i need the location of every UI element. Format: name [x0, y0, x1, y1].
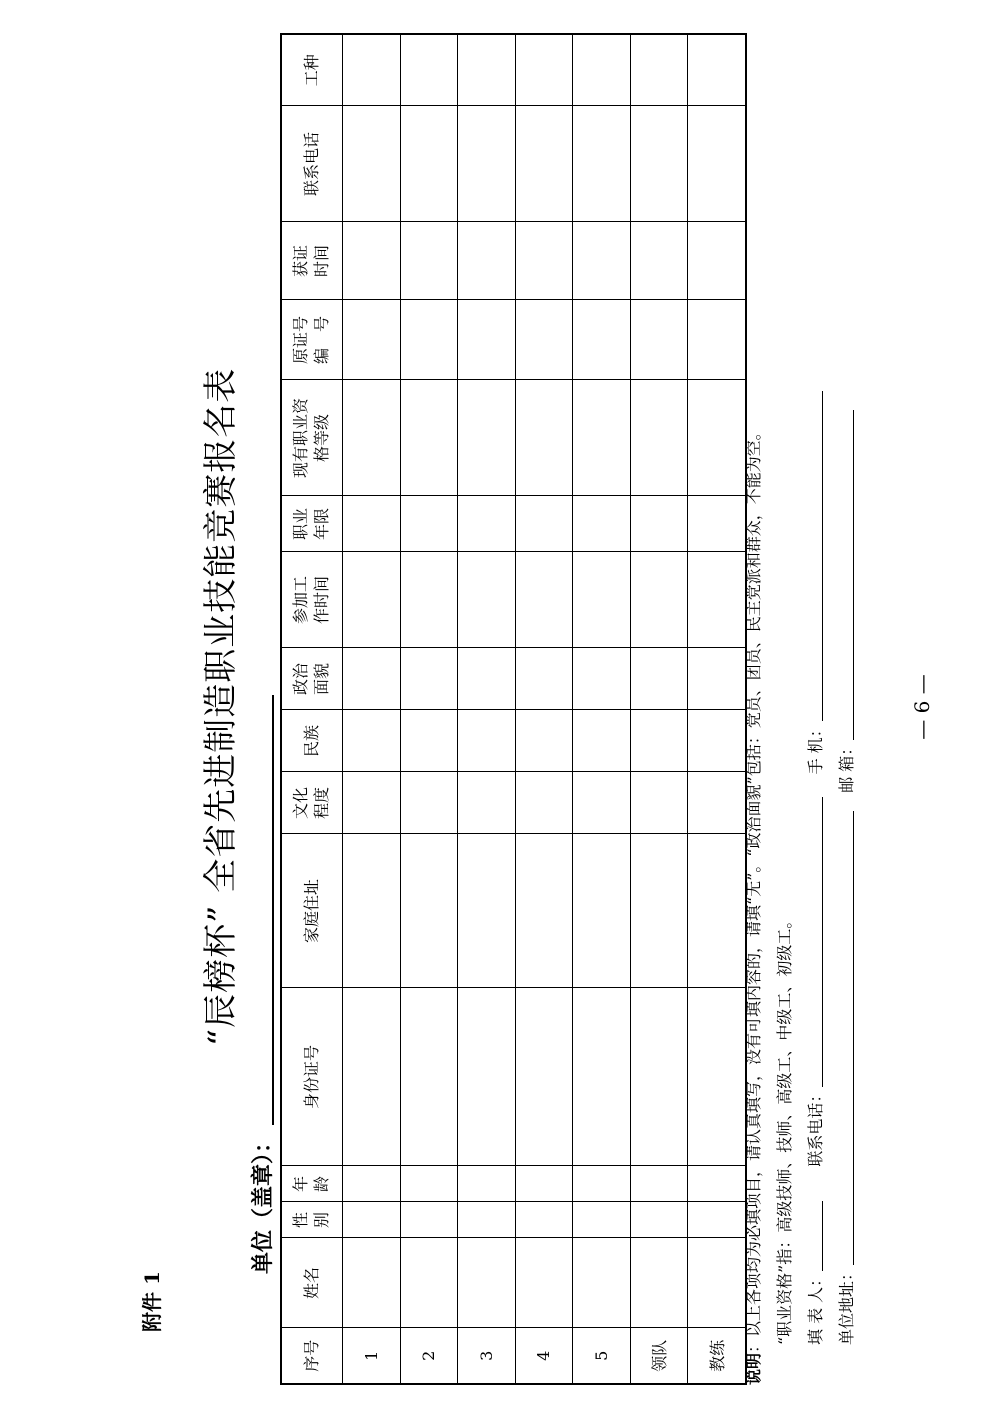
table-row	[458, 34, 516, 1384]
row-label: 1	[343, 1328, 401, 1384]
row-label: 2	[400, 1328, 458, 1384]
table-cell[interactable]	[343, 988, 401, 1166]
table-cell[interactable]	[573, 710, 631, 772]
table-cell[interactable]	[630, 988, 688, 1166]
table-cell[interactable]	[515, 1202, 573, 1238]
table-cell[interactable]	[688, 988, 746, 1166]
table-cell[interactable]	[458, 772, 516, 834]
table-cell[interactable]	[515, 552, 573, 648]
table-cell[interactable]	[400, 648, 458, 710]
table-cell[interactable]	[400, 300, 458, 380]
email-label: 邮 箱：	[837, 739, 856, 793]
table-cell[interactable]	[630, 106, 688, 222]
table-cell[interactable]	[630, 34, 688, 106]
table-row	[630, 34, 688, 1384]
column-header: 现有职业资 格等级	[281, 380, 343, 496]
table-cell[interactable]	[515, 648, 573, 710]
address-row	[831, 391, 862, 1385]
note-text-1: ：以上各项均为必填项目，请认真填写，没有可填内容的，请填“无”。“政治面貌”包括：党员、团员、民主党派和群众，不能为空。	[744, 424, 763, 1353]
table-cell[interactable]	[630, 648, 688, 710]
table-cell[interactable]	[515, 106, 573, 222]
table-cell[interactable]	[630, 1202, 688, 1238]
table-cell[interactable]	[458, 106, 516, 222]
table-cell[interactable]	[630, 772, 688, 834]
table-cell[interactable]	[343, 772, 401, 834]
table-cell[interactable]	[630, 1166, 688, 1202]
table-cell[interactable]	[573, 988, 631, 1166]
table-cell[interactable]	[343, 496, 401, 552]
table-cell[interactable]	[400, 380, 458, 496]
table-cell[interactable]	[688, 1166, 746, 1202]
table-cell[interactable]	[630, 222, 688, 300]
registration-table	[280, 33, 747, 1385]
table-row	[515, 34, 573, 1384]
table-cell[interactable]	[688, 222, 746, 300]
attachment-label: 附件 1	[140, 1271, 164, 1332]
table-row	[400, 34, 458, 1384]
phone-input-line[interactable]	[822, 797, 823, 1087]
table-cell[interactable]	[688, 834, 746, 988]
table-cell[interactable]	[688, 300, 746, 380]
note-line-1	[738, 391, 769, 1385]
table-cell[interactable]	[688, 380, 746, 496]
table-cell[interactable]	[400, 106, 458, 222]
row-label: 4	[515, 1328, 573, 1384]
table-cell[interactable]	[688, 772, 746, 834]
column-header: 政治 面貌	[281, 648, 343, 710]
form-title: “辰榜杯” 全省先进制造职业技能竞赛报名表	[201, 367, 241, 1047]
address-label: 单位地址：	[837, 1264, 856, 1345]
notes-label: 说明	[744, 1352, 763, 1385]
table-cell[interactable]	[515, 496, 573, 552]
row-label: 教练	[688, 1328, 746, 1384]
table-cell[interactable]	[573, 380, 631, 496]
table-cell[interactable]	[400, 834, 458, 988]
row-label: 3	[458, 1328, 516, 1384]
table-cell[interactable]	[400, 1238, 458, 1328]
table-cell[interactable]	[630, 552, 688, 648]
row-label: 5	[573, 1328, 631, 1384]
table-cell[interactable]	[630, 300, 688, 380]
table-cell[interactable]	[400, 1166, 458, 1202]
table-cell[interactable]	[458, 988, 516, 1166]
table-cell[interactable]	[515, 380, 573, 496]
address-input-line[interactable]	[853, 811, 854, 1265]
table-cell[interactable]	[688, 648, 746, 710]
table-cell[interactable]	[630, 1238, 688, 1328]
phone-label: 联系电话：	[806, 1086, 825, 1167]
table-cell[interactable]	[343, 222, 401, 300]
page-number: — 6 —	[910, 674, 934, 740]
unit-stamp-row	[246, 695, 277, 1274]
table-cell[interactable]	[458, 222, 516, 300]
table-cell[interactable]	[515, 1166, 573, 1202]
table-cell[interactable]	[688, 34, 746, 106]
filler-label: 填 表 人：	[806, 1270, 825, 1345]
table-cell[interactable]	[400, 552, 458, 648]
table-cell[interactable]	[573, 834, 631, 988]
mobile-input-line[interactable]	[822, 391, 823, 721]
column-header: 序号	[281, 1328, 343, 1384]
table-cell[interactable]	[400, 988, 458, 1166]
table-cell[interactable]	[343, 710, 401, 772]
table-cell[interactable]	[458, 710, 516, 772]
table-cell[interactable]	[343, 300, 401, 380]
table-cell[interactable]	[400, 772, 458, 834]
table-cell[interactable]	[573, 552, 631, 648]
mobile-label: 手 机：	[806, 721, 825, 775]
filler-input-line[interactable]	[822, 1201, 823, 1271]
table-cell[interactable]	[515, 772, 573, 834]
column-header: 获证 时间	[281, 222, 343, 300]
table-cell[interactable]	[573, 772, 631, 834]
column-header: 家庭住址	[281, 834, 343, 988]
table-row	[343, 34, 401, 1384]
table-cell[interactable]	[573, 34, 631, 106]
column-header: 联系电话	[281, 106, 343, 222]
table-cell[interactable]	[400, 34, 458, 106]
table-cell[interactable]	[458, 1166, 516, 1202]
unit-label: 单位（盖章）：	[250, 1130, 276, 1274]
column-header: 民族	[281, 710, 343, 772]
table-cell[interactable]	[573, 648, 631, 710]
table-cell[interactable]	[458, 1238, 516, 1328]
table-cell[interactable]	[343, 106, 401, 222]
table-cell[interactable]	[400, 222, 458, 300]
table-cell[interactable]	[400, 496, 458, 552]
table-cell[interactable]	[343, 834, 401, 988]
table-cell[interactable]	[630, 834, 688, 988]
table-cell[interactable]	[515, 1238, 573, 1328]
table-cell[interactable]	[515, 710, 573, 772]
table-cell[interactable]	[515, 834, 573, 988]
table-cell[interactable]	[400, 710, 458, 772]
table-cell[interactable]	[688, 1238, 746, 1328]
table-row	[573, 34, 631, 1384]
table-cell[interactable]	[573, 222, 631, 300]
unit-input-line[interactable]	[272, 695, 274, 1125]
column-header: 职业 年限	[281, 496, 343, 552]
table-cell[interactable]	[343, 1202, 401, 1238]
table-cell[interactable]	[688, 496, 746, 552]
column-header: 年 龄	[281, 1166, 343, 1202]
table-cell[interactable]	[343, 380, 401, 496]
table-cell[interactable]	[515, 222, 573, 300]
table-cell[interactable]	[458, 552, 516, 648]
table-cell[interactable]	[515, 988, 573, 1166]
table-cell[interactable]	[343, 1238, 401, 1328]
table-cell[interactable]	[343, 648, 401, 710]
table-cell[interactable]	[573, 496, 631, 552]
table-cell[interactable]	[630, 380, 688, 496]
row-label: 领队	[630, 1328, 688, 1384]
table-cell[interactable]	[573, 106, 631, 222]
table-cell[interactable]	[458, 496, 516, 552]
table-cell[interactable]	[343, 34, 401, 106]
filler-row	[800, 391, 831, 1385]
note-line-2: “职业资格”指：高级技师、技师、高级工、中级工、初级工。	[775, 912, 794, 1345]
table-cell[interactable]	[573, 1238, 631, 1328]
column-header: 原证号 编 号	[281, 300, 343, 380]
email-input-line[interactable]	[853, 410, 854, 740]
table-cell[interactable]	[573, 300, 631, 380]
notes-section	[738, 391, 862, 1385]
column-header: 工种	[281, 34, 343, 106]
table-cell[interactable]	[343, 552, 401, 648]
table-cell[interactable]	[515, 34, 573, 106]
table-cell[interactable]	[458, 300, 516, 380]
table-cell[interactable]	[573, 1166, 631, 1202]
table-row	[688, 34, 746, 1384]
table-cell[interactable]	[688, 1202, 746, 1238]
column-header: 姓名	[281, 1238, 343, 1328]
table-cell[interactable]	[688, 106, 746, 222]
column-header: 文化 程度	[281, 772, 343, 834]
table-cell[interactable]	[688, 552, 746, 648]
table-cell[interactable]	[458, 648, 516, 710]
table-cell[interactable]	[573, 1202, 631, 1238]
table-cell[interactable]	[343, 1166, 401, 1202]
table-cell[interactable]	[515, 300, 573, 380]
table-cell[interactable]	[630, 496, 688, 552]
column-header: 身份证号	[281, 988, 343, 1166]
column-header: 参加工 作时间	[281, 552, 343, 648]
table-cell[interactable]	[688, 710, 746, 772]
table-cell[interactable]	[458, 34, 516, 106]
column-header: 性 别	[281, 1202, 343, 1238]
table-cell[interactable]	[458, 1202, 516, 1238]
table-cell[interactable]	[630, 710, 688, 772]
table-cell[interactable]	[458, 380, 516, 496]
table-header-row	[281, 34, 343, 1384]
table-cell[interactable]	[400, 1202, 458, 1238]
table-cell[interactable]	[458, 834, 516, 988]
